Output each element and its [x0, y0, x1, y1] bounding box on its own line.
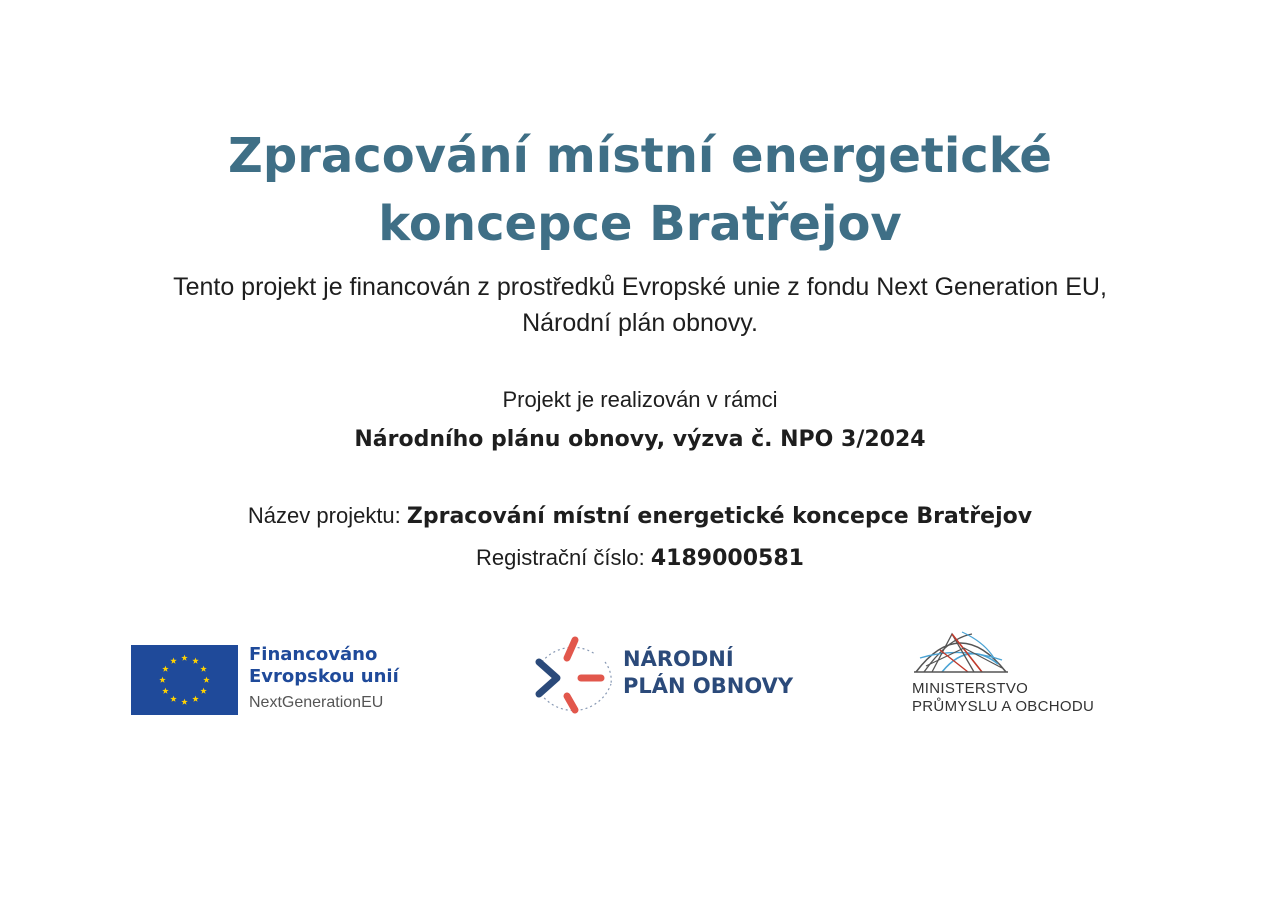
title-line-2: koncepce Bratřejov — [378, 196, 902, 252]
eu-line-2: Evropskou unií — [249, 666, 399, 687]
title-heading — [0, 122, 1280, 258]
eu-line-1: Financováno — [249, 644, 378, 665]
eu-flag-icon — [131, 645, 238, 715]
eu-star-icon — [200, 688, 206, 694]
registration-label: Registrační číslo: — [476, 545, 651, 570]
funding-statement — [0, 269, 1280, 341]
call-text: Národního plánu obnovy, výzva č. NPO 3/2024 — [354, 427, 926, 452]
eu-logo — [131, 644, 421, 718]
mpo-line-1: MINISTERSTVO — [912, 680, 1029, 697]
npo-mark-icon — [527, 632, 617, 722]
mpo-logo-text — [912, 680, 1094, 716]
npo-logo — [527, 632, 807, 717]
eu-logo-text — [249, 644, 399, 716]
title-line-1: Zpracování místní energetické — [228, 128, 1052, 184]
funding-line-2: Národní plán obnovy. — [522, 309, 758, 337]
mpo-line-2: PRŮMYSLU A OBCHODU — [912, 698, 1095, 715]
eu-star-icon — [192, 658, 198, 664]
eu-star-icon — [203, 677, 209, 683]
eu-star-icon — [181, 655, 187, 661]
project-name-value: Zpracování místní energetické koncepce Bratřejov — [406, 504, 1033, 529]
eu-star-icon — [162, 666, 168, 672]
eu-star-icon — [170, 658, 176, 664]
eu-star-icon — [192, 696, 198, 702]
npo-logo-text — [623, 646, 793, 700]
eu-star-icon — [159, 677, 165, 683]
npo-line-2: PLÁN OBNOVY — [623, 674, 794, 698]
funding-line-1: Tento projekt je financován z prostředků Evropské unie z fondu Next Generation EU, — [173, 273, 1107, 301]
mpo-logo — [910, 628, 1130, 720]
project-name-label: Název projektu: — [247, 503, 407, 528]
realized-text: Projekt je realizován v rámci — [502, 387, 778, 412]
project-name — [0, 501, 1280, 532]
mpo-globe-icon — [912, 628, 1008, 681]
registration-number — [0, 543, 1280, 574]
registration-value: 4189000581 — [650, 546, 804, 571]
eu-star-icon — [200, 666, 206, 672]
eu-star-icon — [170, 696, 176, 702]
eu-line-3: NextGenerationEU — [249, 694, 384, 711]
eu-star-icon — [162, 688, 168, 694]
npo-line-1: NÁRODNÍ — [623, 647, 734, 671]
eu-star-icon — [181, 699, 187, 705]
